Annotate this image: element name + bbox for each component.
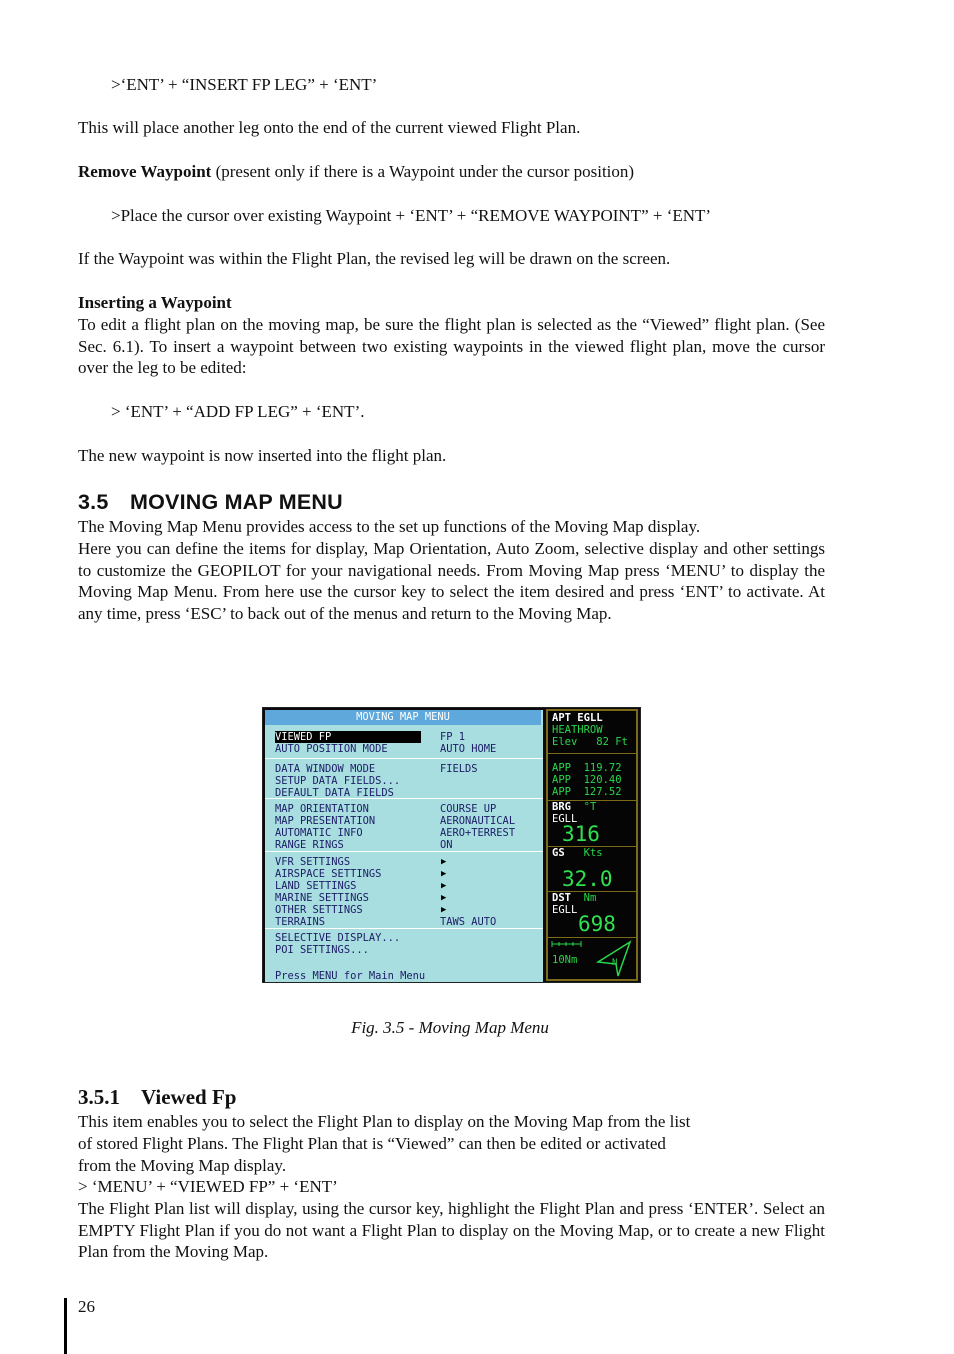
- app-frequency-2: APP 120.40: [552, 774, 622, 786]
- menu-row-value: COURSE UP: [440, 803, 497, 815]
- figure-caption: Fig. 3.5 - Moving Map Menu: [351, 1018, 549, 1037]
- paragraph-revised-leg: If the Waypoint was within the Flight Plan, the revised leg will be drawn on the screen.: [78, 249, 671, 268]
- brg-label: BRG: [552, 801, 571, 813]
- apt-elevation: Elev 82 Ft: [552, 736, 628, 748]
- menu-row-selective-display[interactable]: [275, 932, 539, 944]
- menu-row-data-window-mode[interactable]: [275, 763, 539, 775]
- dst-label: DST: [552, 892, 571, 904]
- menu-row-airspace-settings[interactable]: [275, 868, 539, 880]
- paragraph-viewed-fp-line3: from the Moving Map display.: [78, 1156, 287, 1175]
- menu-panel: [265, 710, 543, 982]
- apt-name: HEATHROW: [552, 724, 603, 736]
- menu-row-auto-position-mode[interactable]: [275, 743, 539, 755]
- scale-bar-icon: [551, 940, 583, 948]
- gs-unit: Kts: [583, 847, 603, 859]
- divider: [548, 753, 636, 754]
- menu-row-automatic-info[interactable]: [275, 827, 539, 839]
- menu-row-label: DEFAULT DATA FIELDS: [275, 787, 394, 799]
- menu-row-terrains[interactable]: [275, 916, 539, 928]
- dst-header: [552, 893, 596, 904]
- menu-group: [265, 798, 543, 852]
- brg-unit: °T: [583, 801, 597, 813]
- dst-value: 698: [578, 912, 616, 936]
- data-window-panel: [546, 709, 638, 981]
- dst-unit: Nm: [583, 892, 597, 904]
- menu-row-value: TAWS AUTO: [440, 916, 497, 928]
- paragraph-menu-details: Here you can define the items for display, Map Orientation, Auto Zoom, selective display and other settings to customize the GEOPILOT for your navigational needs. From Moving Map press ‘MENU’ to display the Moving Map Menu. From here use the cursor key to select the item desired and press ‘ENT’ to activate. At any time, press ‘ESC’ to back out of the menus and return to the Moving Map.: [78, 539, 825, 624]
- menu-row-label: MAP ORIENTATION: [275, 803, 369, 815]
- menu-row-label: AUTOMATIC INFO: [275, 827, 363, 839]
- menu-row-map-orientation[interactable]: [275, 803, 539, 815]
- menu-row-label: MARINE SETTINGS: [275, 892, 369, 904]
- subsection-title: Viewed Fp: [141, 1085, 237, 1109]
- menu-footer-hint: Press MENU for Main Menu: [275, 970, 426, 982]
- menu-row-marine-settings[interactable]: [275, 892, 539, 904]
- dst-waypoint: EGLL: [552, 904, 578, 916]
- north-arrow-icon: [594, 940, 632, 978]
- moving-map-menu-screenshot: [262, 707, 641, 983]
- menu-row-map-presentation[interactable]: [275, 815, 539, 827]
- menu-group: [265, 758, 543, 799]
- paragraph-menu-intro: The Moving Map Menu provides access to the set up functions of the Moving Map display.: [78, 517, 701, 536]
- menu-row-label: RANGE RINGS: [275, 839, 344, 851]
- page-margin-bar: [64, 1298, 67, 1354]
- remove-waypoint-heading: Remove Waypoint: [78, 162, 212, 181]
- menu-row-label: SETUP DATA FIELDS...: [275, 775, 401, 787]
- brg-value: 316: [562, 822, 600, 846]
- section-number: 3.5: [78, 490, 109, 514]
- menu-row-label: AIRSPACE SETTINGS: [275, 868, 382, 880]
- paragraph-viewed-fp-line1: This item enables you to select the Flight Plan to display on the Moving Map from the list: [78, 1112, 691, 1131]
- paragraph-remove-waypoint: [78, 161, 825, 183]
- brg-waypoint: EGLL: [552, 813, 578, 825]
- menu-row-setup-data-fields[interactable]: [275, 775, 539, 787]
- divider: [548, 937, 636, 938]
- menu-row-value: FP 1: [440, 731, 466, 743]
- section-heading: [78, 490, 343, 515]
- gs-label: GS: [552, 847, 565, 859]
- menu-row-label: POI SETTINGS...: [275, 944, 369, 956]
- command-remove-waypoint: >Place the cursor over existing Waypoint + ‘ENT’ + “REMOVE WAYPOINT” + ‘ENT’: [111, 206, 712, 225]
- subsection-number: 3.5.1: [78, 1085, 120, 1109]
- north-label: N: [612, 958, 618, 968]
- menu-row-label: VFR SETTINGS: [275, 856, 351, 868]
- menu-row-vfr-settings[interactable]: [275, 856, 539, 868]
- submenu-arrow-icon: ▶: [441, 893, 447, 903]
- menu-row-label: OTHER SETTINGS: [275, 904, 363, 916]
- gs-header: [552, 848, 603, 859]
- paragraph-waypoint-inserted: The new waypoint is now inserted into the flight plan.: [78, 446, 447, 465]
- submenu-arrow-icon: ▶: [441, 857, 447, 867]
- apt-line: [552, 713, 603, 724]
- menu-row-value: FIELDS: [440, 763, 478, 775]
- menu-group: [265, 725, 543, 759]
- inserting-waypoint-heading: Inserting a Waypoint: [78, 293, 232, 312]
- menu-group: [265, 928, 543, 982]
- command-insert-fp-leg: >‘ENT’ + “INSERT FP LEG” + ‘ENT’: [111, 75, 378, 94]
- remove-waypoint-note: (present only if there is a Waypoint under the cursor position): [211, 162, 635, 181]
- menu-row-range-rings[interactable]: [275, 839, 539, 851]
- app-frequency-1: APP 119.72: [552, 762, 622, 774]
- menu-row-label: LAND SETTINGS: [275, 880, 357, 892]
- menu-group: [265, 851, 543, 929]
- command-add-fp-leg: > ‘ENT’ + “ADD FP LEG” + ‘ENT’.: [111, 402, 365, 421]
- menu-row-label: MAP PRESENTATION: [275, 815, 376, 827]
- menu-row-label: DATA WINDOW MODE: [275, 763, 376, 775]
- menu-row-other-settings[interactable]: [275, 904, 539, 916]
- submenu-arrow-icon: ▶: [441, 905, 447, 915]
- menu-row-value: AERO+TERREST: [440, 827, 516, 839]
- submenu-arrow-icon: ▶: [441, 869, 447, 879]
- apt-label: APT: [552, 712, 571, 724]
- menu-row-value: AUTO HOME: [440, 743, 497, 755]
- menu-row-value: AERONAUTICAL: [440, 815, 516, 827]
- menu-row-land-settings[interactable]: [275, 880, 539, 892]
- section-title: MOVING MAP MENU: [130, 490, 343, 514]
- gs-value: 32.0: [562, 867, 613, 891]
- menu-row-poi-settings[interactable]: [275, 944, 539, 956]
- menu-title: MOVING MAP MENU: [265, 710, 541, 725]
- menu-row-label: VIEWED FP: [275, 731, 421, 743]
- submenu-arrow-icon: ▶: [441, 881, 447, 891]
- paragraph-viewed-fp-line2: of stored Flight Plans. The Flight Plan that is “Viewed” can then be edited or activated: [78, 1134, 666, 1153]
- map-scale: 10Nm: [552, 954, 578, 966]
- brg-header: [552, 802, 596, 813]
- menu-row-label: TERRAINS: [275, 916, 326, 928]
- paragraph-insert-leg: This will place another leg onto the end of the current viewed Flight Plan.: [78, 118, 581, 137]
- app-frequency-3: APP 127.52: [552, 786, 622, 798]
- menu-row-label: SELECTIVE DISPLAY...: [275, 932, 401, 944]
- paragraph-inserting-waypoint: To edit a flight plan on the moving map, be sure the flight plan is selected as the “Viewed” flight plan. (See Sec. 6.1). To insert a waypoint between two existing waypoints in the viewed flight plan, move the cursor over the leg to be edited:: [78, 315, 825, 378]
- menu-row-value: ON: [440, 839, 453, 851]
- menu-row-label: AUTO POSITION MODE: [275, 743, 388, 755]
- page-number: 26: [78, 1297, 95, 1316]
- paragraph-flight-plan-list: The Flight Plan list will display, using the cursor key, highlight the Flight Plan and press ‘ENTER’. Select an EMPTY Flight Plan if you do not want a Flight Plan to display on the Moving Map, or to create a new Flight Plan from the Moving Map.: [78, 1199, 825, 1262]
- menu-row-viewed-fp[interactable]: [275, 731, 539, 743]
- command-viewed-fp: > ‘MENU’ + “VIEWED FP” + ‘ENT’: [78, 1177, 338, 1196]
- apt-code: EGLL: [577, 712, 603, 724]
- subsection-heading: [78, 1085, 236, 1110]
